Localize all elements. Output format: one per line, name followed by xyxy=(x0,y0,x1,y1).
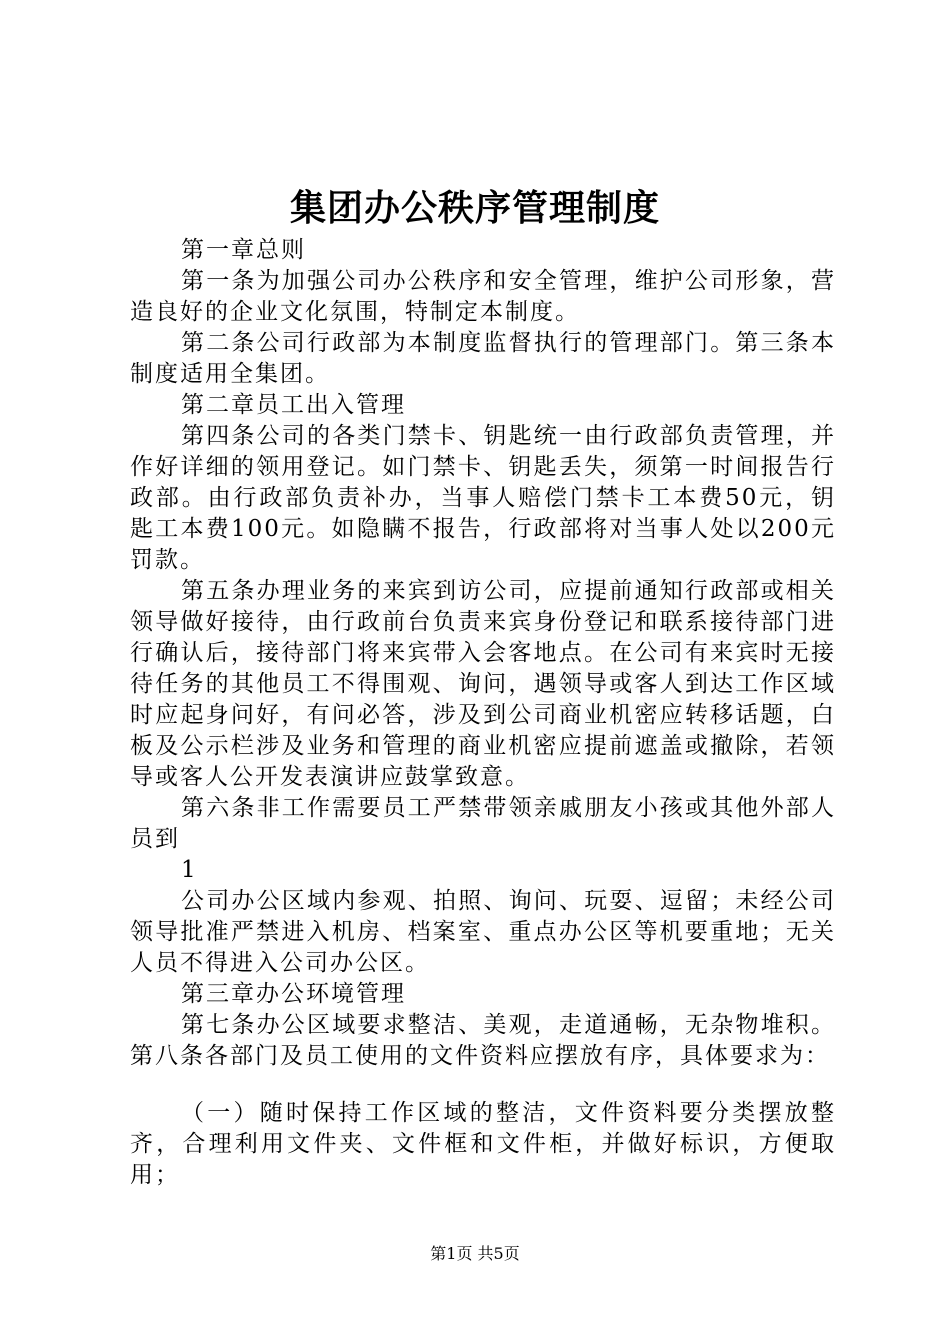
list-item: （一）随时保持工作区域的整洁，文件资料要分类摆放整齐，合理利用文件夹、文件框和文件柜，并做好标识，方便取用； xyxy=(130,1100,836,1188)
paragraph: 公司办公区域内参观、拍照、询问、玩耍、逗留；未经公司领导批准严禁进入机房、档案室、重点办公区等机要重地；无关人员不得进入公司办公区。 xyxy=(130,888,836,976)
paragraph: 第七条办公区域要求整洁、美观，走道通畅，无杂物堆积。第八条各部门及员工使用的文件资料应摆放有序，具体要求为： xyxy=(130,1012,836,1069)
chapter-heading: 第二章员工出入管理 xyxy=(181,392,406,418)
page-footer: 第1页 共5页 xyxy=(430,1244,520,1263)
document-body xyxy=(130,235,836,1191)
inline-page-number: 1 xyxy=(181,857,198,883)
document-title: 集团办公秩序管理制度 xyxy=(289,187,660,229)
chapter-heading: 第三章办公环境管理 xyxy=(181,981,406,1007)
paragraph: 第一条为加强公司办公秩序和安全管理，维护公司形象，营造良好的企业文化氛围，特制定本制度。 xyxy=(130,268,836,325)
paragraph: 第六条非工作需要员工严禁带领亲戚朋友小孩或其他外部人员到 xyxy=(130,795,836,852)
chapter-heading: 第一章总则 xyxy=(181,237,306,263)
paragraph: 第四条公司的各类门禁卡、钥匙统一由行政部负责管理，并作好详细的领用登记。如门禁卡、钥匙丢失，须第一时间报告行政部。由行政部负责补办，当事人赔偿门禁卡工本费50元，钥匙工本费100元。如隐瞒不报告，行政部将对当事人处以200元罚款。 xyxy=(130,423,836,573)
paragraph: 第五条办理业务的来宾到访公司，应提前通知行政部或相关领导做好接待，由行政前台负责来宾身份登记和联系接待部门进行确认后，接待部门将来宾带入会客地点。在公司有来宾时无接待任务的其他员工不得围观、询问，遇领导或客人到达工作区域时应起身问好，有问必答，涉及到公司商业机密应转移话题，白板及公示栏涉及业务和管理的商业机密应提前遮盖或撤除，若领导或客人公开发表演讲应鼓掌致意。 xyxy=(130,578,836,790)
paragraph: 第二条公司行政部为本制度监督执行的管理部门。第三条本制度适用全集团。 xyxy=(130,330,836,387)
